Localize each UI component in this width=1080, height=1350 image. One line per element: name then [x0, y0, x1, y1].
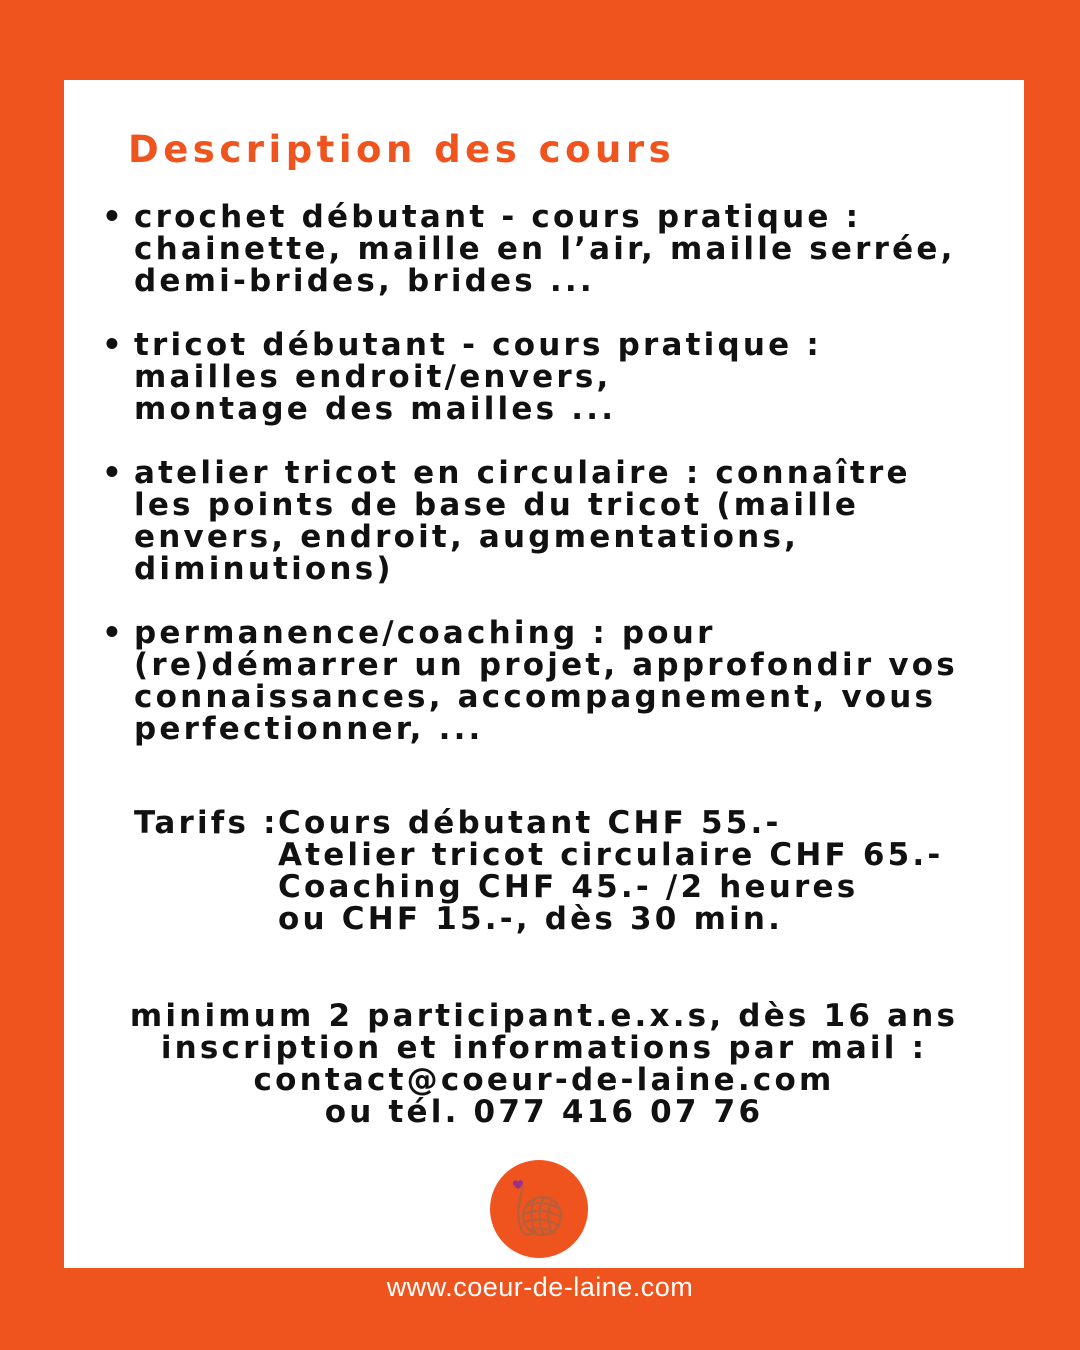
course-line: demi-brides, brides ... — [134, 263, 595, 299]
course-line: diminutions) — [134, 551, 394, 587]
contact-email-link[interactable]: contact@coeur-de-laine.com — [253, 1062, 835, 1098]
bullet-icon: • — [102, 327, 126, 363]
course-line: connaissances, accompagnement, vous — [134, 679, 937, 715]
yarn-ball-heart-icon — [490, 1160, 588, 1258]
course-line: perfectionner, ... — [134, 711, 484, 747]
course-line: les points de base du tricot (maille — [134, 487, 860, 523]
course-item-tricot — [102, 329, 1012, 425]
course-line: envers, endroit, augmentations, — [134, 519, 800, 555]
pricing-block — [134, 807, 943, 935]
price-line: ou CHF 15.-, dès 30 min. — [278, 901, 784, 937]
price-line: Cours débutant CHF 55.- — [278, 805, 782, 841]
course-line: atelier tricot en circulaire : connaître — [134, 455, 911, 491]
course-line: crochet débutant - cours pratique : — [134, 199, 862, 235]
course-list — [102, 201, 1012, 777]
course-line: chainette, maille en l’air, maille serrée, — [134, 231, 956, 267]
pricing-label: Tarifs : — [134, 805, 279, 841]
course-line: mailles endroit/envers, — [134, 359, 612, 395]
contact-block — [64, 1000, 1024, 1128]
website-url[interactable]: www.coeur-de-laine.com — [386, 1272, 694, 1302]
course-item-crochet — [102, 201, 1012, 297]
bullet-icon: • — [102, 199, 126, 235]
course-line: permanence/coaching : pour — [134, 615, 716, 651]
contact-phone: ou tél. 077 416 07 76 — [324, 1094, 764, 1130]
registration-info: inscription et informations par mail : — [160, 1030, 928, 1066]
course-item-coaching — [102, 617, 1012, 745]
price-line: Coaching CHF 45.- /2 heures — [278, 869, 859, 905]
price-line: Atelier tricot circulaire CHF 65.- — [278, 837, 944, 873]
course-line: (re)démarrer un projet, approfondir vos — [134, 647, 958, 683]
course-line: tricot débutant - cours pratique : — [134, 327, 822, 363]
content-card — [64, 80, 1024, 1268]
course-item-atelier — [102, 457, 1012, 585]
course-line: montage des mailles ... — [134, 391, 617, 427]
bullet-icon: • — [102, 615, 126, 651]
bullet-icon: • — [102, 455, 126, 491]
participants-info: minimum 2 participant.e.x.s, dès 16 ans — [129, 998, 959, 1034]
page-title: Description des cours — [128, 128, 676, 171]
